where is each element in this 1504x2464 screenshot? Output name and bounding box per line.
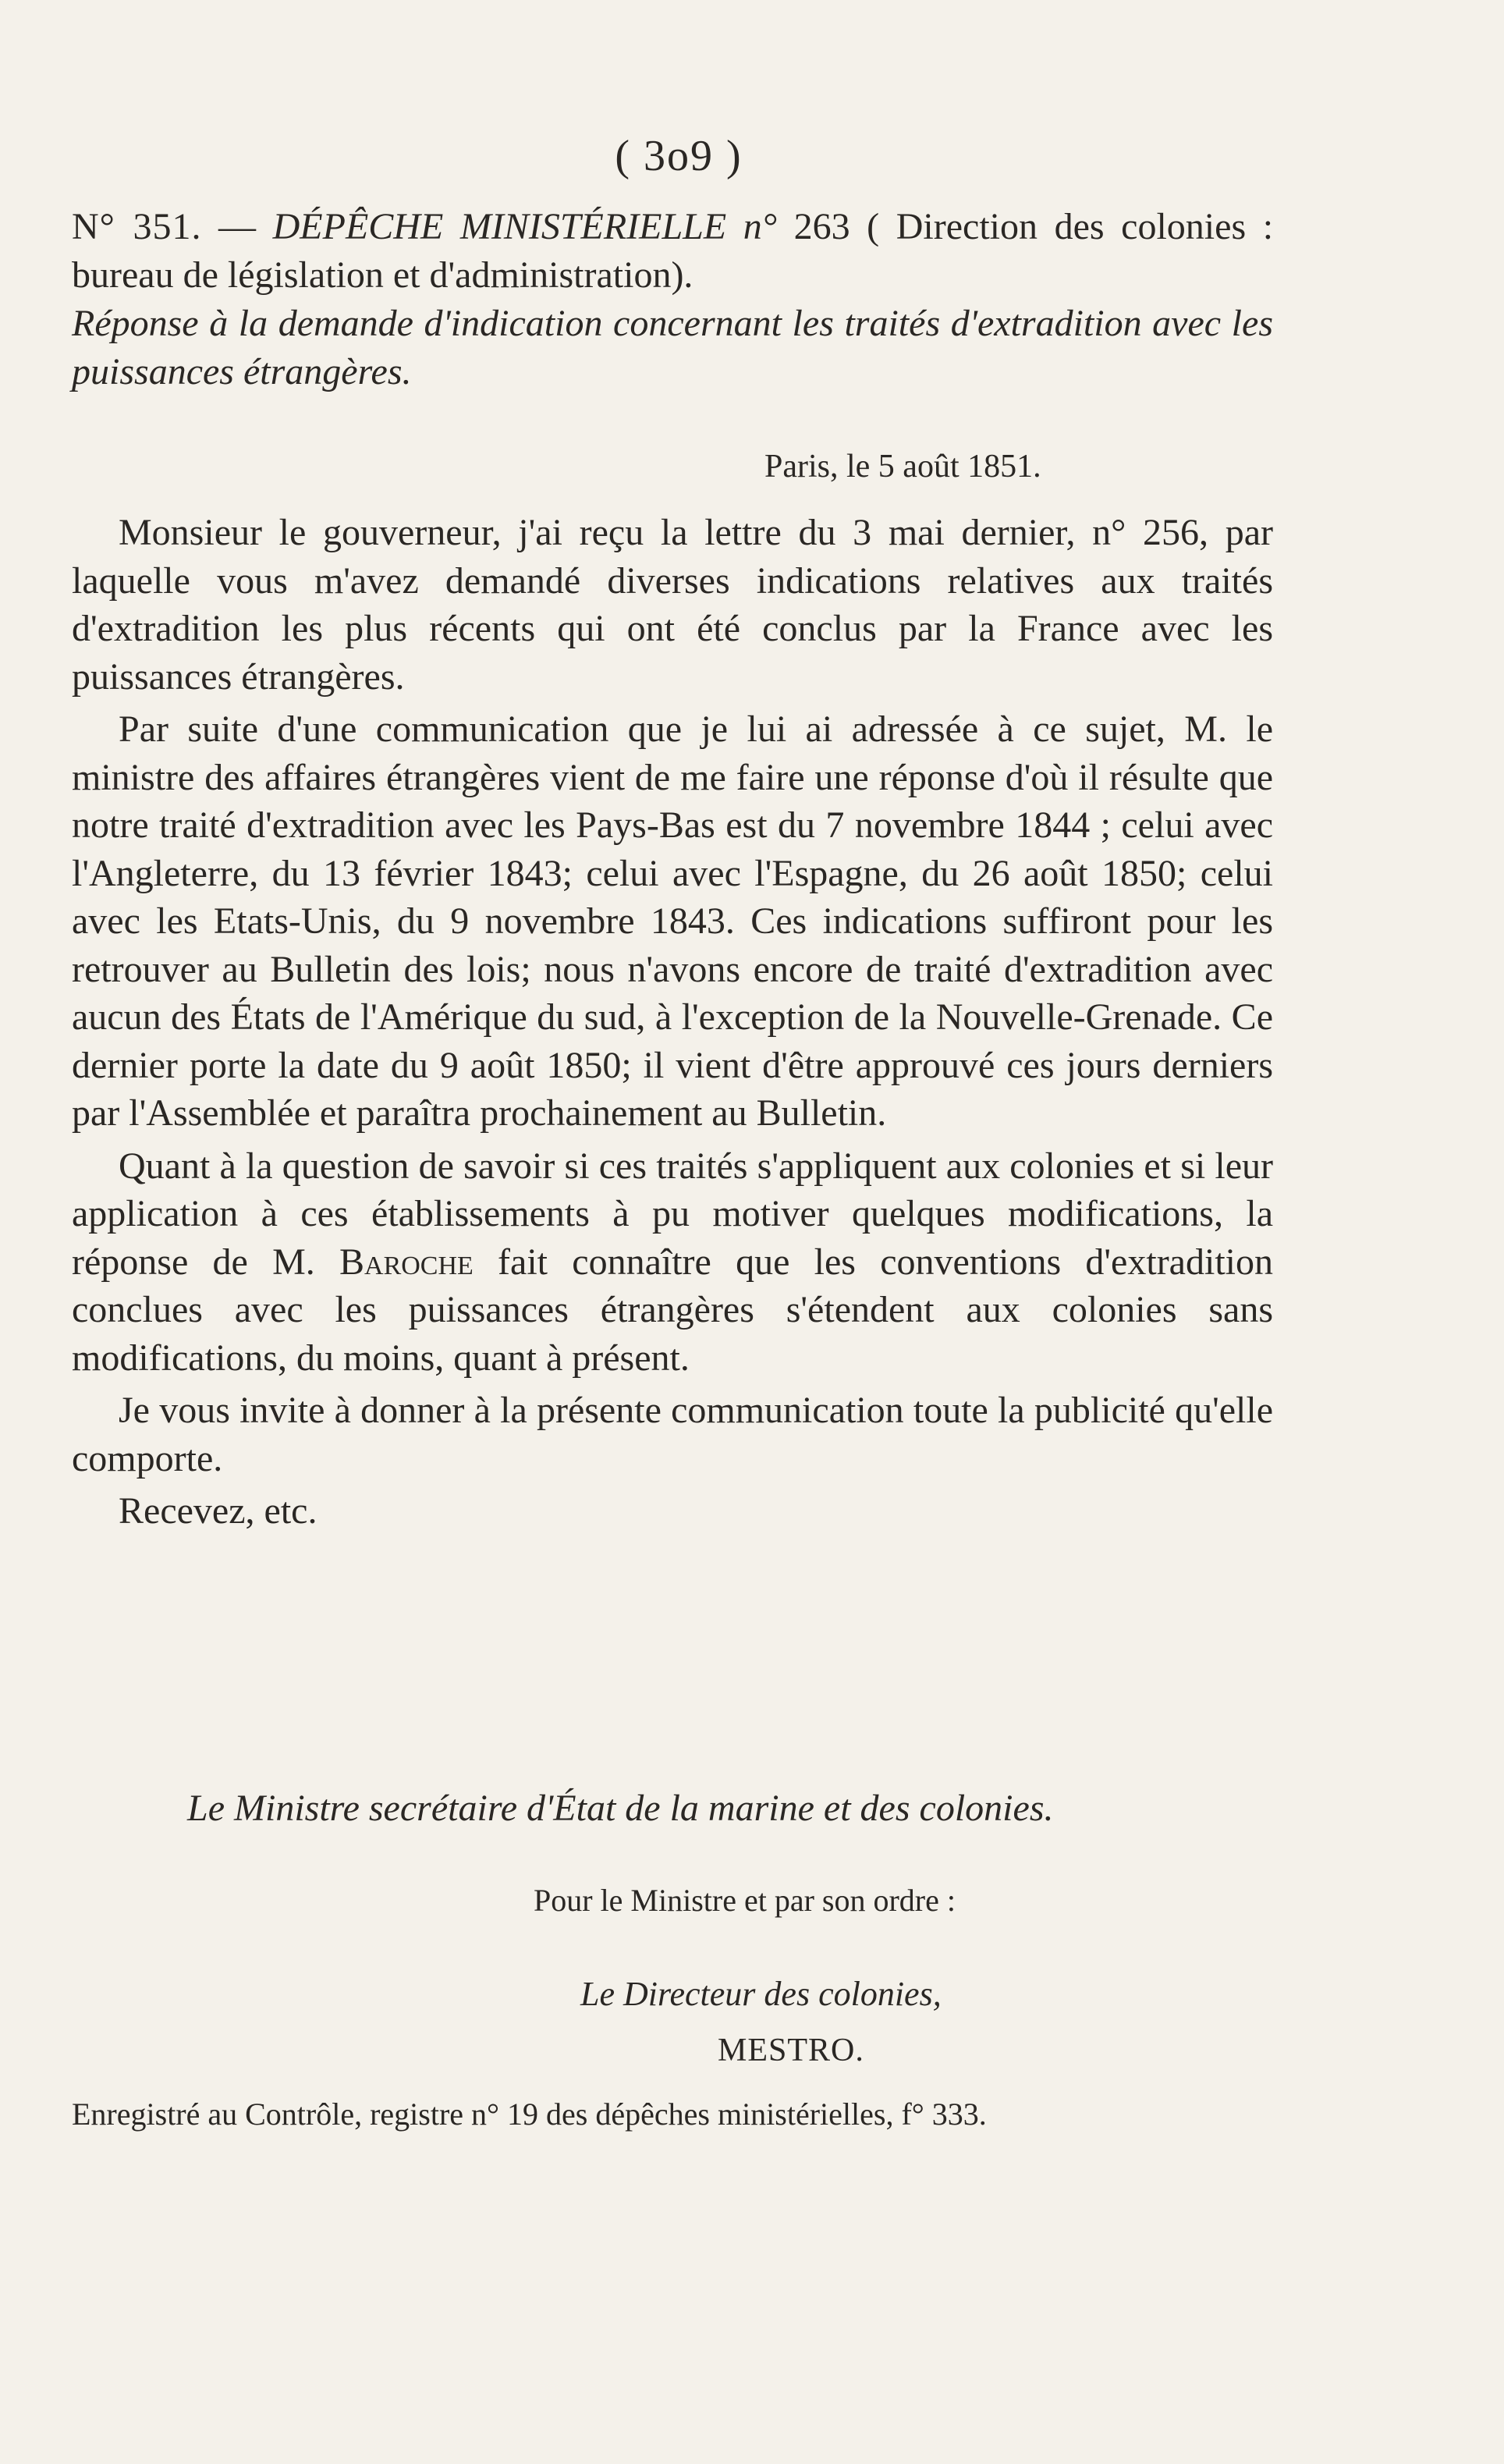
paragraph-1: Monsieur le gouverneur, j'ai reçu la lettre du 3 mai dernier, n° 256, par laquelle vous m'avez demandé diverses indications relatives aux traités d'extradition les plus récents qui ont été conclus par la France avec les puissances étrangères. (72, 512, 1273, 698)
letter-body (72, 509, 1273, 1540)
paragraph-2: Par suite d'une communication que je lui ai adressée à ce sujet, M. le ministre des affaires étrangères vient de me faire une réponse d'où il résulte que notre traité d'extradition avec les Pays-Bas est du 7 novembre 1844 ; celui avec l'Angleterre, du 13 février 1843; celui avec l'Espagne, du 26 août 1850; celui avec les Etats-Unis, du 9 novembre 1843. Ces indications suffiront pour les retrouver au Bulletin des lois; nous n'avons encore de traité d'extradition avec aucun des États de l'Amérique du sud, à l'exception de la Nouvelle-Grenade. Ce dernier porte la date du 9 août 1850; il vient d'être approuvé ces jours derniers par l'Assemblée et paraîtra prochainement au Bulletin. (72, 708, 1273, 1134)
dispatch-numero: 263 (776, 206, 850, 247)
dispatch-heading (72, 203, 1273, 396)
numero-label: n° (726, 206, 777, 247)
paragraph-3 (72, 1142, 1273, 1383)
signature-title: Le Ministre secrétaire d'État de la marine et des colonies. (187, 1788, 1054, 1829)
dispatch-number: N° 351. (72, 206, 202, 247)
signature-director: Le Directeur des colonies, (580, 1975, 942, 2013)
dateline: Paris, le 5 août 1851. (764, 449, 1041, 485)
signature-name: MESTRO. (718, 2033, 864, 2068)
signature-order: Pour le Ministre et par son ordre : (534, 1883, 956, 1918)
dispatch-subject: Réponse à la demande d'indication concernant les traités d'extradition avec les puissances étrangères. (72, 303, 1273, 392)
dispatch-title: DÉPÊCHE MINISTÉRIELLE (272, 206, 727, 247)
page-number: ( 3o9 ) (615, 132, 743, 180)
registration-footer: Enregistré au Contrôle, registre n° 19 des dépêches ministérielles, f° 333. (72, 2097, 987, 2132)
minister-name: Baroche (339, 1241, 474, 1283)
paragraph-3-before: Quant à la question de savoir si ces traités s'appliquent aux colonies et si leur application à ces établissements à pu motiver quelques modifications, la réponse de M. (72, 1145, 1273, 1283)
closing: Recevez, etc. (119, 1490, 317, 1532)
paragraph-3-after: fait connaître que les conventions d'extradition conclues avec les puissances étrangères s'étendent aux colonies sans modifications, du moins, quant à présent. (72, 1241, 1273, 1379)
heading-dash: — (201, 206, 273, 247)
paragraph-4: Je vous invite à donner à la présente communication toute la publicité qu'elle comporte. (72, 1390, 1273, 1479)
dispatch-direction: ( Direction des colonies : bureau de législation et d'administration). (72, 206, 1274, 296)
